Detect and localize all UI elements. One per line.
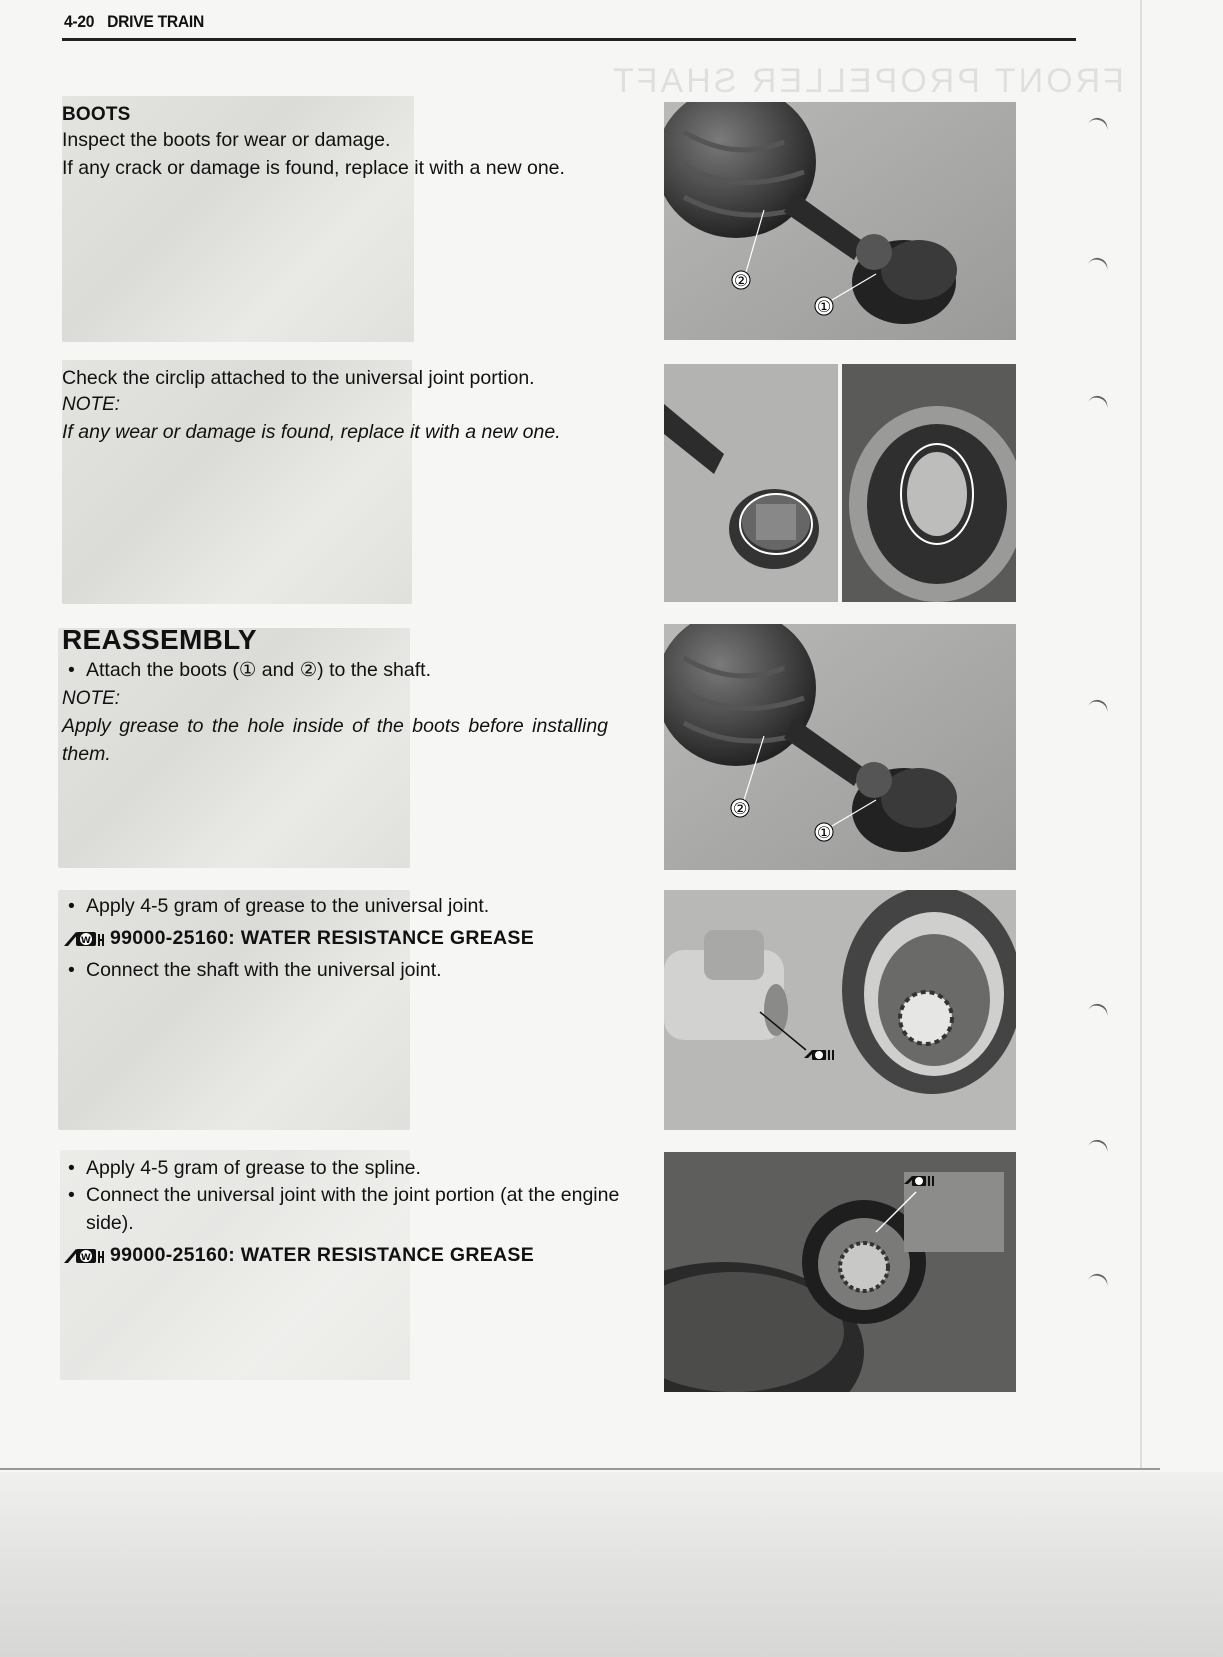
callout-1: ① [816,297,832,316]
boots-text-2: If any crack or damage is found, replace it with a new one. [62,157,565,179]
binding-mark [1086,393,1110,415]
binding-mark [1086,1271,1110,1293]
water-resistance-grease-icon [62,926,104,950]
reassembly-note-label: NOTE: [62,688,121,709]
callout-1: ① [816,823,832,842]
binding-mark [1086,1137,1110,1159]
grease-spec-1-text: 99000-25160: WATER RESISTANCE GREASE [110,926,535,949]
svg-text:W: W [80,936,92,946]
reassembly-bullet-1: • Attach the boots (① and ②) to the shaft. [62,656,652,684]
spline-section [62,1154,662,1267]
ujoint-bullet-1: • Apply 4-5 gram of grease to the universal joint. [62,892,662,920]
water-resistance-grease-icon [62,1243,104,1267]
reassembly-heading: REASSEMBLY [62,624,257,655]
bleed-through-text: FRONT PROPELLER SHAFT [610,62,1124,100]
svg-text:W: W [80,1253,92,1263]
header-rule [62,38,1076,41]
binding-mark [1086,1001,1110,1023]
binding-mark [1086,115,1110,137]
circlip-photo-left [664,364,838,602]
circlip-photo-right [842,364,1016,602]
page-number: 4-20 [64,12,95,31]
boots-section [62,104,642,182]
section-title: DRIVE TRAIN [107,12,204,31]
reassembly-note-line-2: them. [62,743,111,765]
binding-mark [1086,255,1110,277]
grease-spec-1 [62,926,662,950]
spline-bullet-2: • Connect the universal joint with the joint portion (at the engine [62,1181,662,1209]
circlip-text: Check the circlip attached to the universal joint portion. [62,367,535,389]
circlip-note-label: NOTE: [62,394,121,415]
universal-joint-photo [664,890,1016,1130]
bottom-rule [0,1468,1160,1470]
circlip-note-text: If any wear or damage is found, replace it with a new one. [62,421,561,443]
page-header [64,12,204,32]
boots-text-1: Inspect the boots for wear or damage. [62,129,391,151]
spline-bullet-2-cont: side). [86,1212,134,1234]
circlip-section [62,364,652,446]
boots-photo [664,102,1016,340]
spline-bullet-1: • Apply 4-5 gram of grease to the spline. [62,1154,662,1182]
page-edge [1140,0,1142,1470]
grease-spec-2 [62,1243,662,1267]
reassembly-boots-photo [664,624,1016,870]
spline-photo [664,1152,1016,1392]
binding-mark [1086,697,1110,719]
reassembly-note-line-1: Apply grease to the hole inside of the boots before installing [62,715,609,737]
grease-spec-2-text: 99000-25160: WATER RESISTANCE GREASE [110,1243,535,1266]
boots-heading: BOOTS [62,104,131,125]
universal-joint-section [62,892,662,984]
callout-2: ② [733,271,749,290]
reassembly-section [62,624,652,768]
ujoint-bullet-2: • Connect the shaft with the universal joint. [62,956,662,984]
callout-2: ② [732,799,748,818]
scan-shadow [0,1472,1223,1657]
